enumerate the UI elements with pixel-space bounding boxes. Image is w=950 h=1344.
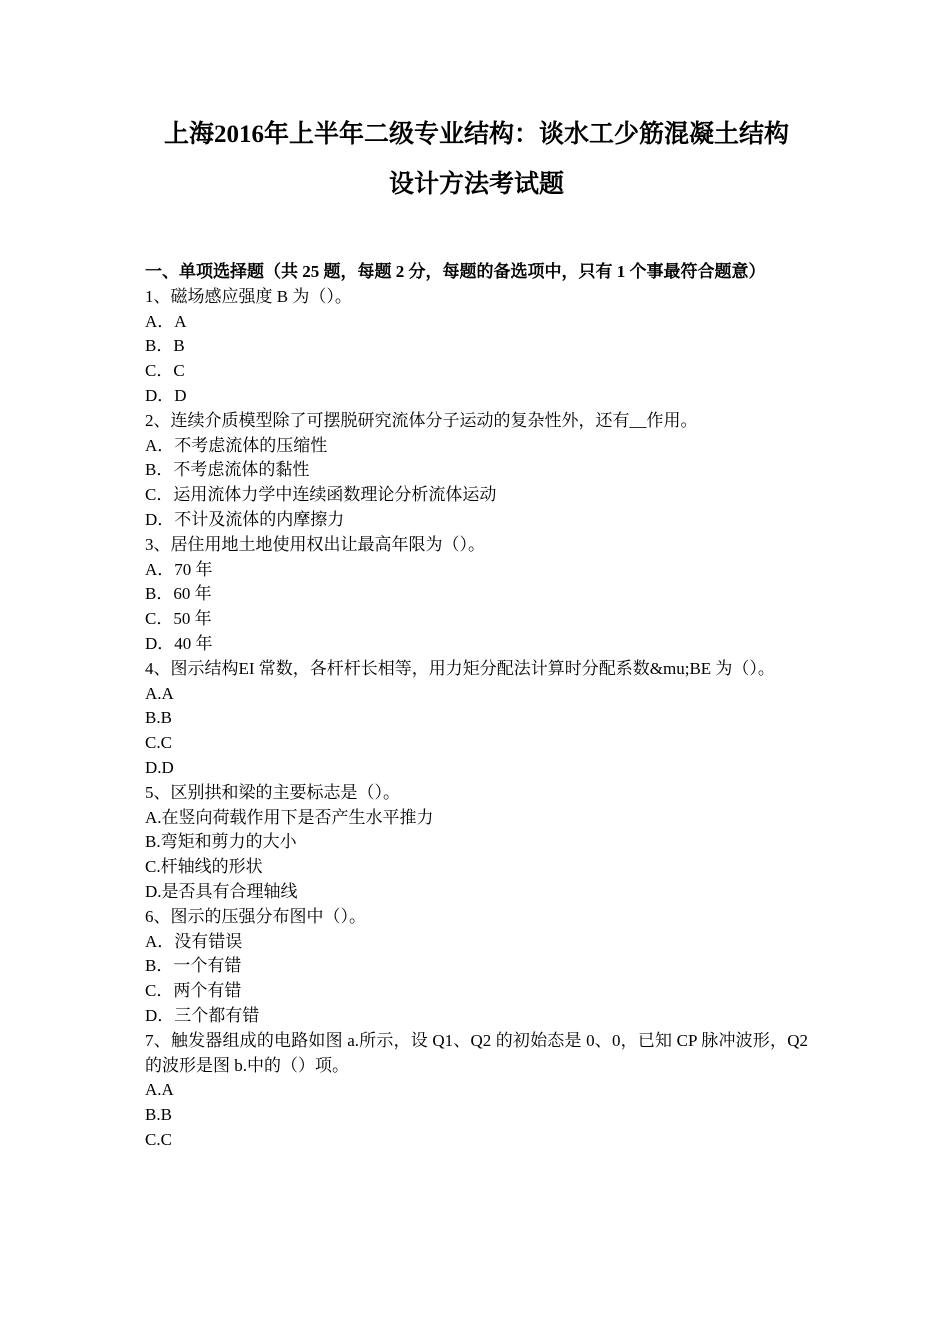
answer-option: A.A (145, 683, 174, 703)
question-6 (145, 905, 808, 1029)
answer-option: A．70 年 (145, 559, 213, 579)
answer-option: B．B (145, 336, 185, 356)
question-2 (145, 409, 808, 533)
answer-option: A.A (145, 1080, 174, 1100)
question-5 (145, 781, 808, 905)
document-title (145, 110, 808, 210)
question-list (145, 285, 808, 1153)
answer-option: B．一个有错 (145, 956, 242, 976)
question-1 (145, 285, 808, 409)
answer-option: C．50 年 (145, 609, 212, 629)
question-stem: 1、磁场感应强度 B 为（）。 (145, 286, 352, 306)
answer-option: A．A (145, 311, 187, 331)
title-line-1: 上海2016年上半年二级专业结构：谈水工少筋混凝土结构 (163, 121, 789, 148)
answer-option: B．60 年 (145, 584, 212, 604)
answer-option: D.D (145, 757, 174, 777)
question-stem: 2、连续介质模型除了可摆脱研究流体分子运动的复杂性外，还有__作用。 (145, 410, 698, 430)
answer-option: B.B (145, 708, 172, 728)
answer-option: A．没有错误 (145, 931, 243, 951)
answer-option: A.在竖向荷载作用下是否产生水平推力 (145, 807, 434, 827)
question-3 (145, 533, 808, 657)
answer-option: D．D (145, 385, 187, 405)
answer-option: C．C (145, 361, 185, 381)
question-stem: 6、图示的压强分布图中（）。 (145, 906, 366, 926)
question-7 (145, 1029, 808, 1153)
title-line-2: 设计方法考试题 (388, 171, 564, 198)
question-stem: 7、触发器组成的电路如图 a.所示，设 Q1、Q2 的初始态是 0、0，已知 CP 脉冲波形，Q2 的波形是图 b.中的（）项。 (145, 1030, 808, 1075)
document-page (145, 110, 808, 1153)
question-stem: 4、图示结构EI 常数，各杆杆长相等，用力矩分配法计算时分配系数&mu;BE 为（）。 (145, 658, 775, 678)
answer-option: C.C (145, 733, 172, 753)
question-4 (145, 657, 808, 781)
answer-option: C．运用流体力学中连续函数理论分析流体运动 (145, 485, 497, 505)
answer-option: B.B (145, 1105, 172, 1125)
answer-option: B.弯矩和剪力的大小 (145, 832, 297, 852)
answer-option: C.杆轴线的形状 (145, 857, 263, 877)
answer-option: D．三个都有错 (145, 1005, 260, 1025)
answer-option: C.C (145, 1129, 172, 1149)
answer-option: D．不计及流体的内摩擦力 (145, 509, 345, 529)
section-header: 一、单项选择题（共 25 题，每题 2 分，每题的备选项中，只有 1 个事最符合题意） (145, 262, 766, 281)
answer-option: B．不考虑流体的黏性 (145, 460, 310, 480)
answer-option: D．40 年 (145, 633, 213, 653)
answer-option: C．两个有错 (145, 981, 242, 1001)
question-stem: 3、居住用地土地使用权出让最高年限为（）。 (145, 534, 485, 554)
answer-option: D.是否具有合理轴线 (145, 881, 298, 901)
question-stem: 5、区别拱和梁的主要标志是（）。 (145, 782, 400, 802)
answer-option: A．不考虑流体的压缩性 (145, 435, 328, 455)
